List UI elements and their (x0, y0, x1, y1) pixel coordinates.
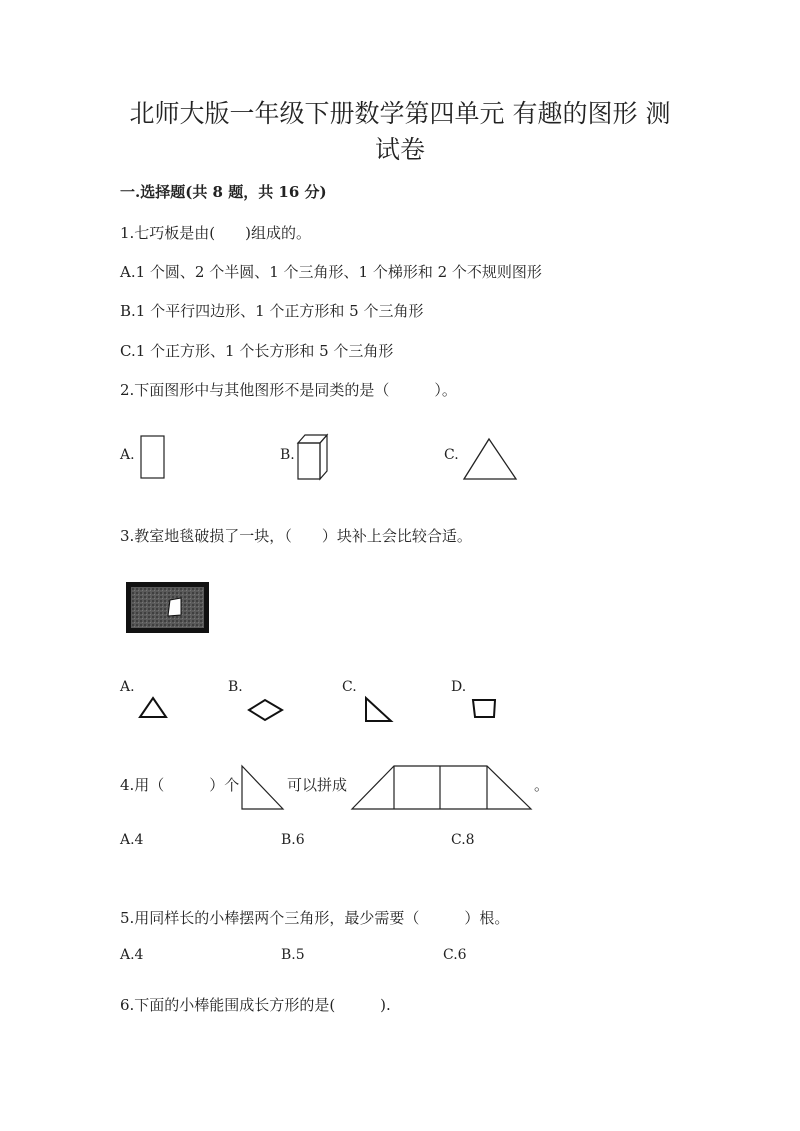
q2-option-c-label[interactable]: C. (444, 447, 459, 463)
right-triangle-piece-icon (362, 695, 396, 725)
damaged-carpet-figure (124, 580, 212, 636)
q5-option-c[interactable]: C.6 (443, 947, 467, 963)
cuboid-figure (296, 433, 330, 481)
quadrilateral-piece-icon (470, 697, 500, 721)
q3-stem: 3.教室地毯破损了一块，（ ）块补上会比较合适。 (120, 527, 472, 545)
q5-option-b[interactable]: B.5 (281, 947, 305, 963)
q4-stem-end: 。 (534, 776, 550, 794)
q6-stem: 6.下面的小棒能围成长方形的是( ). (120, 996, 391, 1014)
page-title-line2: 试卷 (374, 135, 425, 164)
trapezoid-figure (350, 764, 534, 812)
rectangle-figure (140, 435, 166, 480)
q3-option-b-label[interactable]: B. (228, 679, 243, 695)
q4-stem-part1: 4.用（ ）个 (120, 776, 240, 794)
rhombus-piece-icon (246, 697, 286, 723)
page-title-line1: 北师大版一年级下册数学第四单元 有趣的图形 测 (129, 99, 671, 128)
q3-option-c-label[interactable]: C. (342, 679, 357, 695)
q4-option-c[interactable]: C.8 (451, 832, 475, 848)
q4-option-a[interactable]: A.4 (120, 832, 144, 848)
q2-option-b-label[interactable]: B. (280, 447, 295, 463)
q1-option-c[interactable]: C.1 个正方形、1 个长方形和 5 个三角形 (120, 342, 394, 360)
section-heading: 一.选择题(共 8 题，共 16 分) (120, 183, 327, 201)
q3-option-d-label[interactable]: D. (451, 679, 467, 695)
q5-stem: 5.用同样长的小棒摆两个三角形，最少需要（ ）根。 (120, 909, 510, 927)
q4-option-b[interactable]: B.6 (281, 832, 305, 848)
q4-stem-part2: 可以拼成 (287, 776, 348, 794)
triangle-piece-icon (138, 696, 170, 720)
right-triangle-figure (240, 764, 286, 812)
q2-stem: 2.下面图形中与其他图形不是同类的是（ ）。 (120, 381, 457, 399)
q5-option-a[interactable]: A.4 (120, 947, 144, 963)
q1-stem: 1.七巧板是由( )组成的。 (120, 224, 312, 242)
q3-option-a-label[interactable]: A. (120, 679, 135, 695)
q1-option-b[interactable]: B.1 个平行四边形、1 个正方形和 5 个三角形 (120, 302, 424, 320)
q2-option-a-label[interactable]: A. (120, 447, 135, 463)
q1-option-a[interactable]: A.1 个圆、2 个半圆、1 个三角形、1 个梯形和 2 个不规则图形 (120, 263, 542, 281)
triangle-figure (462, 437, 518, 481)
